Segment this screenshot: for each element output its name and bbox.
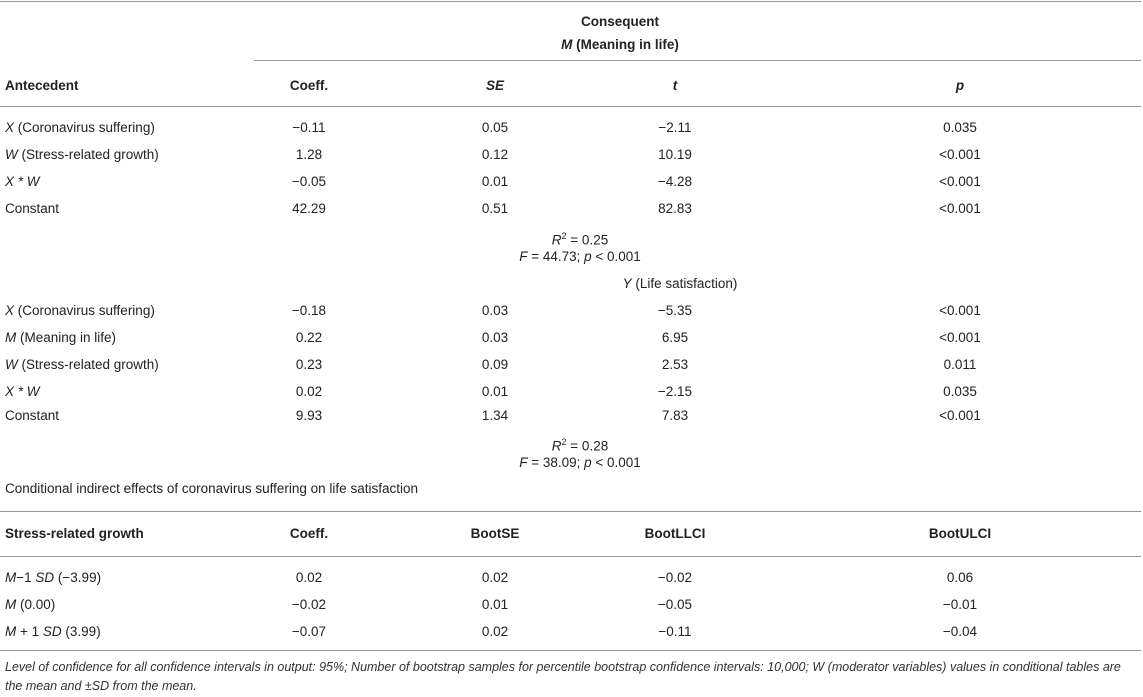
bootulci-cell: −0.01 — [942, 597, 978, 612]
p-cell: 0.035 — [943, 384, 977, 399]
coeff-cell: 0.23 — [295, 357, 323, 372]
coeff-cell: 0.22 — [295, 330, 323, 345]
se-cell: 0.51 — [481, 201, 509, 216]
t-cell: −5.35 — [657, 303, 693, 318]
row-label: X * W — [5, 174, 40, 189]
header-rule — [0, 106, 1141, 107]
row-label: W (Stress-related growth) — [5, 147, 159, 162]
t-cell: −2.15 — [657, 384, 693, 399]
coeff-cell: −0.11 — [292, 120, 326, 135]
bootse-cell: 0.02 — [481, 624, 509, 639]
t-header: t — [672, 78, 678, 93]
bootulci-cell: −0.04 — [942, 624, 978, 639]
coeff-header: Coeff. — [289, 78, 329, 93]
model-m-f: F = 44.73; p < 0.001 — [519, 249, 641, 264]
consequent-header: Consequent — [580, 14, 659, 29]
t-cell: 82.83 — [658, 201, 692, 216]
p-cell: <0.001 — [939, 201, 981, 216]
column-header-row — [0, 72, 1141, 99]
row-label: M (Meaning in life) — [5, 330, 117, 345]
p-cell: 0.011 — [943, 357, 977, 372]
bootulci-header: BootULCI — [928, 526, 992, 541]
bootse-cell: 0.01 — [481, 597, 509, 612]
coeff-cell: 0.02 — [295, 570, 323, 585]
table-row — [0, 351, 1141, 378]
se-cell: 0.09 — [481, 357, 509, 372]
p-cell: <0.001 — [939, 330, 981, 345]
coeff-cell: 42.29 — [292, 201, 326, 216]
bootllci-header: BootLLCI — [644, 526, 706, 541]
coeff-cell: 9.93 — [295, 408, 323, 423]
p-cell: 0.035 — [943, 120, 977, 135]
se-cell: 1.34 — [481, 408, 509, 423]
m-model-header — [520, 33, 720, 57]
se-cell: 0.05 — [481, 120, 509, 135]
table-row — [0, 564, 1141, 591]
row-label: M (0.00) — [5, 597, 56, 612]
row-label: M−1 SD (−3.99) — [5, 570, 102, 585]
t-cell: −4.28 — [657, 174, 693, 189]
indirect-top-rule — [0, 511, 1141, 512]
t-cell: 10.19 — [658, 147, 692, 162]
table-row — [0, 297, 1141, 324]
bottom-rule — [0, 650, 1141, 651]
indirect-header-rule — [0, 556, 1141, 557]
t-cell: 6.95 — [661, 330, 689, 345]
coeff-header: Coeff. — [289, 526, 329, 541]
p-cell: <0.001 — [939, 408, 981, 423]
se-header: SE — [485, 78, 504, 93]
bootse-header: BootSE — [470, 526, 520, 541]
p-cell: <0.001 — [939, 303, 981, 318]
row-label: X * W — [5, 384, 40, 399]
row-label: W (Stress-related growth) — [5, 357, 159, 372]
row-label: M + 1 SD (3.99) — [5, 624, 101, 639]
table-footnote: Level of confidence for all confidence intervals in output: 95%; Number of bootstrap samples for percentile bootstrap confidence intervals: 10,000; W (moderator variables) values in conditional tables are the mean and ±SD from the mean. — [5, 660, 1121, 693]
table-row — [0, 168, 1141, 195]
t-cell: −2.11 — [658, 120, 692, 135]
table-row — [0, 402, 1141, 429]
coeff-cell: −0.07 — [291, 624, 327, 639]
growth-header: Stress-related growth — [5, 526, 144, 541]
p-cell: <0.001 — [939, 147, 981, 162]
row-label: Constant — [5, 408, 60, 423]
p-header: p — [955, 78, 965, 93]
t-cell: 7.83 — [661, 408, 689, 423]
table-row — [0, 618, 1141, 645]
y-model-header: Y (Life satisfaction) — [622, 276, 738, 291]
model-y-r2: $R^2 = 0.28$ — [551, 437, 609, 454]
table-row — [0, 114, 1141, 141]
model-y-f: F = 38.09; p < 0.001 — [519, 455, 641, 470]
top-rule — [0, 1, 1141, 2]
row-label: X (Coronavirus suffering) — [5, 303, 155, 318]
bootllci-cell: −0.11 — [658, 624, 692, 639]
se-cell: 0.01 — [481, 384, 509, 399]
table-row — [0, 591, 1141, 618]
indirect-effects-title: Conditional indirect effects of coronavirus suffering on life satisfaction — [5, 481, 418, 496]
table-row — [0, 324, 1141, 351]
m-label: (Meaning in life) — [572, 37, 679, 52]
consequent-rule — [254, 60, 1141, 61]
t-cell: 2.53 — [661, 357, 689, 372]
table-row — [0, 141, 1141, 168]
se-cell: 0.01 — [481, 174, 509, 189]
coeff-cell: 0.02 — [295, 384, 323, 399]
indirect-header-row — [0, 520, 1141, 547]
antecedent-header: Antecedent — [5, 78, 79, 93]
m-letter: M — [561, 37, 573, 52]
coeff-cell: −0.02 — [291, 597, 327, 612]
bootllci-cell: −0.02 — [657, 570, 693, 585]
table-row — [0, 378, 1141, 405]
row-label: X (Coronavirus suffering) — [5, 120, 155, 135]
bootllci-cell: −0.05 — [657, 597, 693, 612]
coeff-cell: −0.18 — [291, 303, 327, 318]
bootulci-cell: 0.06 — [946, 570, 974, 585]
table-row — [0, 195, 1141, 222]
coeff-cell: 1.28 — [295, 147, 323, 162]
se-cell: 0.03 — [481, 303, 509, 318]
se-cell: 0.12 — [481, 147, 509, 162]
coeff-cell: −0.05 — [291, 174, 327, 189]
model-m-r2: $R^2 = 0.25$ — [551, 231, 609, 248]
se-cell: 0.03 — [481, 330, 509, 345]
row-label: Constant — [5, 201, 60, 216]
p-cell: <0.001 — [939, 174, 981, 189]
bootse-cell: 0.02 — [481, 570, 509, 585]
